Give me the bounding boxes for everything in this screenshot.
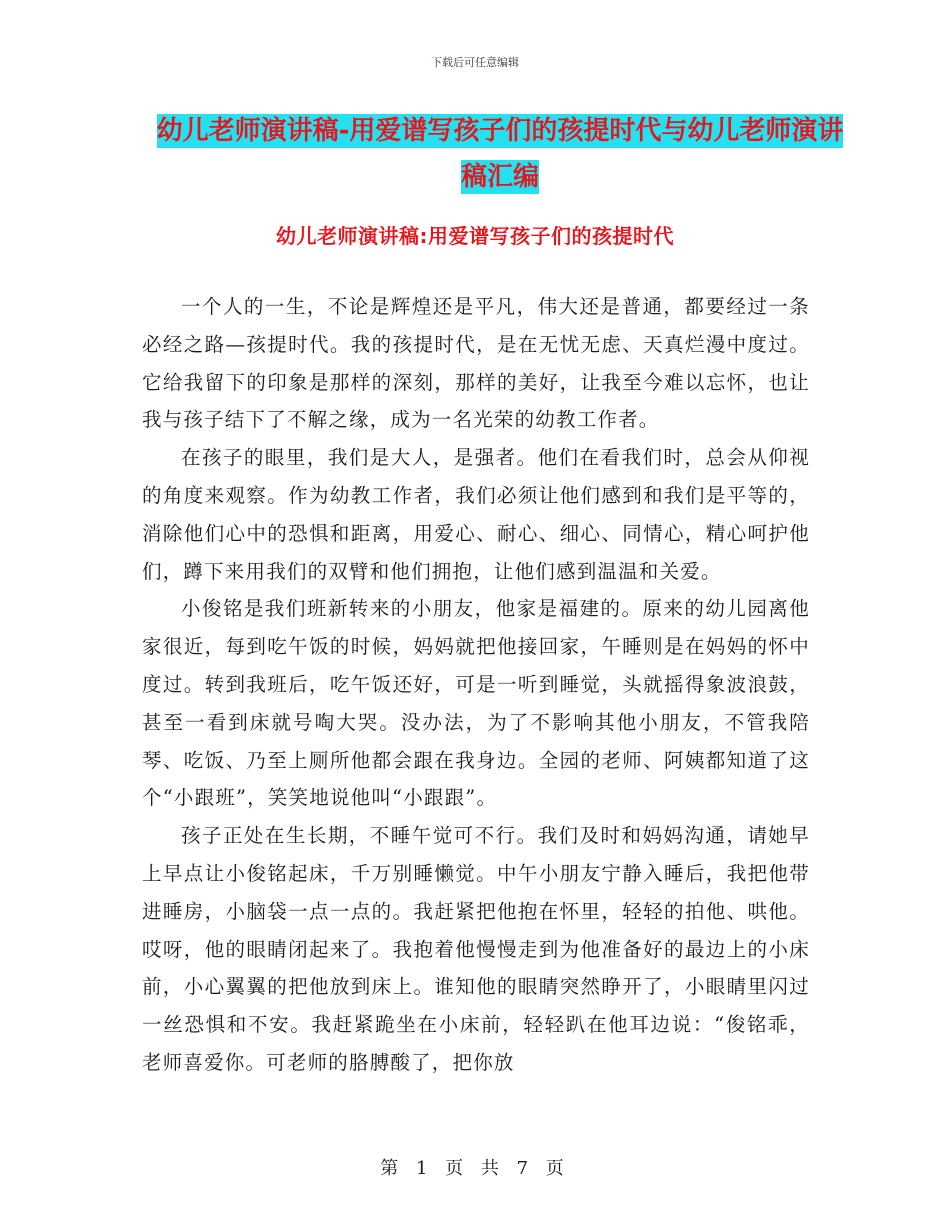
paragraph: 小俊铭是我们班新转来的小朋友，他家是福建的。原来的幼儿园离他家很近，每到吃午饭的时候，妈妈就把他接回家，午睡则是在妈妈的怀中度过。转到我班后，吃午饭还好，可是一听到睡觉，头就摇得象波浪鼓，甚至一看到床就号啕大哭。没办法，为了不影响其他小朋友，不管我陪琴、吃饭、乃至上厕所他都会跟在我身边。全园的老师、阿姨都知道了这个“小跟班”，笑笑地说他叫“小跟跟”。 <box>142 597 810 810</box>
document-title <box>150 108 850 200</box>
paragraph: 一个人的一生，不论是辉煌还是平凡，伟大还是普通，都要经过一条必经之路—孩提时代。我的孩提时代，是在无忧无虑、天真烂漫中度过。它给我留下的印象是那样的深刻，那样的美好，让我至今难以忘怀，也让我与孩子结下了不解之缘，成为一名光荣的幼教工作者。 <box>142 295 810 432</box>
paragraph: 在孩子的眼里，我们是大人，是强者。他们在看我们时，总会从仰视的角度来观察。作为幼教工作者，我们必须让他们感到和我们是平等的，消除他们心中的恐惧和距离，用爱心、耐心、细心、同情心，精心呵护他们，蹲下来用我们的双臂和他们拥抱，让他们感到温温和关爱。 <box>142 446 810 583</box>
body-text <box>142 288 810 1082</box>
page-number-footer: 第 1 页 共 7 页 <box>380 1158 570 1179</box>
paragraph: 孩子正处在生长期，不睡午觉可不行。我们及时和妈妈沟通，请她早上早点让小俊铭起床，千万别睡懒觉。中午小朋友宁静入睡后，我把他带进睡房，小脑袋一点一点的。我赶紧把他抱在怀里，轻轻的拍他、哄他。哎呀，他的眼睛闭起来了。我抱着他慢慢走到为他准备好的最边上的小床前，小心翼翼的把他放到床上。谁知他的眼睛突然睁开了，小眼睛里闪过一丝恐惧和不安。我赶紧跪坐在小床前，轻轻趴在他耳边说：“俊铭乖，老师喜爱你。可老师的胳膊酸了，把你放 <box>142 824 810 1074</box>
document-title-text: 幼儿老师演讲稿-用爱谱写孩子们的孩提时代与幼儿老师演讲稿汇编 <box>156 116 844 192</box>
header-note: 下载后可任意编辑 <box>431 56 519 69</box>
section-heading: 幼儿老师演讲稿:用爱谱写孩子们的孩提时代 <box>276 224 674 248</box>
